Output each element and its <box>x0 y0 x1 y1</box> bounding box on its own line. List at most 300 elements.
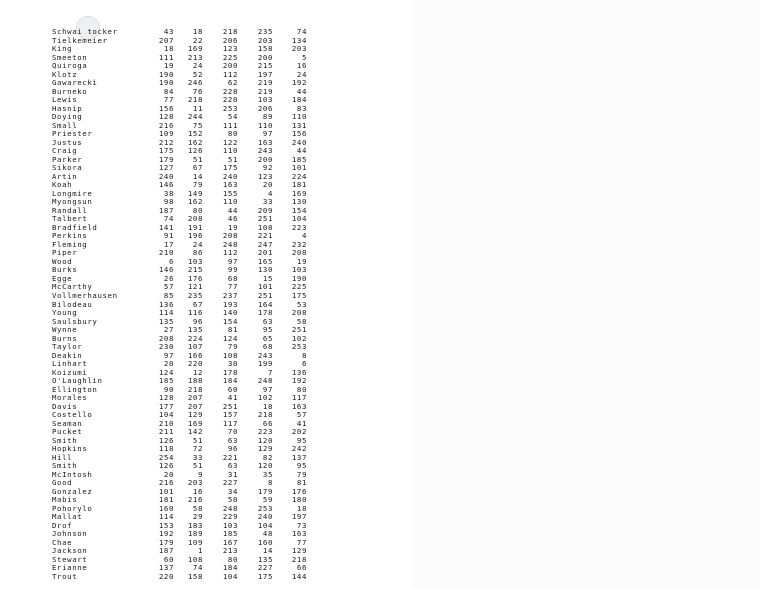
value-col-2: 188 <box>187 376 203 386</box>
value-col-5: 184 <box>291 95 307 105</box>
value-col-5: 66 <box>296 563 307 573</box>
value-col-4: 63 <box>262 316 273 326</box>
value-col-2: 72 <box>192 444 203 454</box>
row-name: Hill <box>52 452 73 462</box>
table-row <box>52 156 312 165</box>
value-col-4: 163 <box>257 137 273 147</box>
value-col-3: 228 <box>222 86 238 96</box>
value-col-4: 7 <box>267 367 273 377</box>
value-col-4: 200 <box>257 52 273 62</box>
value-col-1: 6 <box>168 256 174 266</box>
value-col-5: 131 <box>291 120 307 130</box>
value-col-4: 199 <box>257 359 273 369</box>
table-row <box>52 488 312 497</box>
value-col-2: 24 <box>192 239 203 249</box>
value-col-4: 209 <box>257 205 273 215</box>
table-row <box>52 386 312 395</box>
value-col-2: 244 <box>187 112 203 122</box>
value-col-1: 187 <box>158 546 174 556</box>
row-name: Randall <box>52 205 88 215</box>
value-col-3: 220 <box>222 95 238 105</box>
value-col-3: 62 <box>227 78 238 88</box>
value-col-5: 44 <box>296 86 307 96</box>
value-col-1: 210 <box>158 418 174 428</box>
value-col-4: 97 <box>262 129 273 139</box>
row-name: O'Laughlin <box>52 376 103 386</box>
table-row <box>52 573 312 582</box>
value-col-1: 210 <box>158 248 174 258</box>
value-col-2: 18 <box>192 27 203 36</box>
value-col-5: 197 <box>291 512 307 522</box>
value-col-4: 95 <box>262 325 273 335</box>
table-row <box>52 564 312 573</box>
row-name: McIntosh <box>52 469 93 479</box>
value-col-4: 97 <box>262 384 273 394</box>
value-col-3: 110 <box>222 146 238 156</box>
value-col-3: 208 <box>222 231 238 241</box>
value-col-1: 90 <box>163 384 174 394</box>
value-col-2: 58 <box>192 503 203 513</box>
value-col-1: 254 <box>158 452 174 462</box>
value-col-5: 144 <box>291 572 307 581</box>
value-col-1: 38 <box>163 188 174 198</box>
value-col-2: 142 <box>187 427 203 437</box>
row-name: Chae <box>52 537 73 547</box>
value-col-5: 80 <box>296 384 307 394</box>
value-col-3: 184 <box>222 563 238 573</box>
value-col-2: 235 <box>187 290 203 300</box>
value-col-5: 57 <box>296 410 307 420</box>
value-col-1: 211 <box>158 427 174 437</box>
row-name: Smith <box>52 461 78 471</box>
value-col-1: 57 <box>163 282 174 292</box>
row-name: Gawarecki <box>52 78 98 88</box>
value-col-2: 16 <box>192 486 203 496</box>
row-name: McCarthy <box>52 282 93 292</box>
value-col-4: 103 <box>257 95 273 105</box>
table-row <box>52 437 312 446</box>
value-col-2: 129 <box>187 410 203 420</box>
table-row <box>52 37 312 46</box>
value-col-3: 80 <box>227 129 238 139</box>
value-col-2: 191 <box>187 222 203 232</box>
value-col-4: 15 <box>262 273 273 283</box>
value-col-4: 108 <box>257 222 273 232</box>
value-col-4: 165 <box>257 256 273 266</box>
value-col-5: 218 <box>291 554 307 564</box>
row-name: Justus <box>52 137 83 147</box>
value-col-4: 14 <box>262 546 273 556</box>
row-name: Wynne <box>52 325 78 335</box>
value-col-5: 251 <box>291 325 307 335</box>
value-col-4: 123 <box>257 171 273 181</box>
value-col-1: 118 <box>158 444 174 454</box>
value-col-5: 58 <box>296 316 307 326</box>
row-name: Perkins <box>52 231 88 241</box>
value-col-4: 243 <box>257 350 273 360</box>
value-col-1: 18 <box>163 44 174 54</box>
value-col-5: 208 <box>291 248 307 258</box>
value-col-2: 29 <box>192 512 203 522</box>
value-col-1: 19 <box>163 61 174 71</box>
value-col-4: 33 <box>262 197 273 207</box>
value-col-2: 103 <box>187 256 203 266</box>
value-col-1: 60 <box>163 554 174 564</box>
row-name: Drof <box>52 520 73 530</box>
value-col-1: 104 <box>158 410 174 420</box>
value-col-1: 216 <box>158 120 174 130</box>
value-col-3: 154 <box>222 316 238 326</box>
value-col-2: 208 <box>187 214 203 224</box>
value-col-1: 240 <box>158 171 174 181</box>
value-col-1: 26 <box>163 273 174 283</box>
table-row <box>52 352 312 361</box>
value-col-2: 109 <box>187 537 203 547</box>
value-col-1: 128 <box>158 112 174 122</box>
value-col-2: 189 <box>187 529 203 539</box>
value-col-5: 4 <box>301 231 307 241</box>
table-row <box>52 113 312 122</box>
value-col-4: 164 <box>257 299 273 309</box>
row-name: Hasnip <box>52 103 83 113</box>
value-col-3: 60 <box>227 384 238 394</box>
row-name: Schwai tocker <box>52 27 118 36</box>
value-col-1: 97 <box>163 350 174 360</box>
row-name: Koizumi <box>52 367 88 377</box>
value-col-1: 128 <box>158 393 174 403</box>
value-col-4: 89 <box>262 112 273 122</box>
value-col-3: 251 <box>222 401 238 411</box>
value-col-3: 50 <box>227 495 238 505</box>
value-col-5: 24 <box>296 69 307 79</box>
value-col-1: 101 <box>158 486 174 496</box>
value-col-3: 123 <box>222 44 238 54</box>
value-col-2: 76 <box>192 86 203 96</box>
value-col-5: 180 <box>291 495 307 505</box>
row-name: Small <box>52 120 78 130</box>
value-col-2: 207 <box>187 393 203 403</box>
value-col-3: 225 <box>222 52 238 62</box>
row-name: Jackson <box>52 546 88 556</box>
row-name: Morales <box>52 393 88 403</box>
value-col-3: 41 <box>227 393 238 403</box>
value-col-3: 248 <box>222 503 238 513</box>
value-col-3: 108 <box>222 350 238 360</box>
value-col-1: 137 <box>158 563 174 573</box>
value-col-1: 220 <box>158 572 174 581</box>
value-col-5: 202 <box>291 427 307 437</box>
table-row <box>52 45 312 54</box>
value-col-1: 74 <box>163 214 174 224</box>
value-col-2: 152 <box>187 129 203 139</box>
value-col-2: 116 <box>187 308 203 318</box>
row-name: Myongsun <box>52 197 93 207</box>
value-col-1: 156 <box>158 103 174 113</box>
row-name: Longmire <box>52 188 93 198</box>
value-col-1: 175 <box>158 146 174 156</box>
table-row <box>52 420 312 429</box>
table-row <box>52 173 312 182</box>
row-name: King <box>52 44 73 54</box>
value-col-2: 22 <box>192 35 203 45</box>
table-row <box>52 547 312 556</box>
table-row <box>52 556 312 565</box>
value-col-1: 136 <box>158 299 174 309</box>
value-col-2: 11 <box>192 103 203 113</box>
value-col-3: 221 <box>222 452 238 462</box>
table-row <box>52 139 312 148</box>
value-col-4: 179 <box>257 486 273 496</box>
value-col-2: 33 <box>192 452 203 462</box>
value-col-2: 158 <box>187 572 203 581</box>
value-col-4: 129 <box>257 444 273 454</box>
value-col-5: 134 <box>291 35 307 45</box>
value-col-2: 162 <box>187 137 203 147</box>
value-col-3: 30 <box>227 359 238 369</box>
table-row <box>52 130 312 139</box>
value-col-5: 95 <box>296 435 307 445</box>
row-name: Young <box>52 308 78 318</box>
value-col-5: 192 <box>291 376 307 386</box>
table-row <box>52 428 312 437</box>
value-col-1: 179 <box>158 537 174 547</box>
value-col-4: 66 <box>262 418 273 428</box>
value-col-2: 86 <box>192 248 203 258</box>
table-row <box>52 164 312 173</box>
value-col-1: 126 <box>158 435 174 445</box>
value-col-2: 80 <box>192 205 203 215</box>
value-col-4: 8 <box>267 478 273 488</box>
value-col-4: 221 <box>257 231 273 241</box>
row-name: Craig <box>52 146 78 156</box>
value-col-1: 109 <box>158 129 174 139</box>
value-col-5: 18 <box>296 503 307 513</box>
value-col-4: 235 <box>257 27 273 36</box>
value-col-3: 54 <box>227 112 238 122</box>
value-col-1: 135 <box>158 316 174 326</box>
table-row <box>52 88 312 97</box>
row-name: Smeeton <box>52 52 88 62</box>
value-col-3: 184 <box>222 376 238 386</box>
value-col-4: 251 <box>257 214 273 224</box>
value-col-2: 67 <box>192 163 203 173</box>
value-col-5: 232 <box>291 239 307 249</box>
value-col-3: 175 <box>222 163 238 173</box>
value-col-4: 102 <box>257 393 273 403</box>
value-col-2: 216 <box>187 495 203 505</box>
value-col-4: 206 <box>257 103 273 113</box>
value-col-2: 12 <box>192 367 203 377</box>
value-col-1: 114 <box>158 308 174 318</box>
value-col-3: 51 <box>227 154 238 164</box>
value-col-5: 102 <box>291 333 307 343</box>
value-col-3: 96 <box>227 444 238 454</box>
row-name: Erianne <box>52 563 88 573</box>
table-row <box>52 249 312 258</box>
value-col-3: 185 <box>222 529 238 539</box>
value-col-5: 6 <box>301 359 307 369</box>
value-col-2: 149 <box>187 188 203 198</box>
value-col-4: 203 <box>257 35 273 45</box>
value-col-3: 157 <box>222 410 238 420</box>
value-col-4: 197 <box>257 69 273 79</box>
value-col-5: 110 <box>291 112 307 122</box>
table-row <box>52 232 312 241</box>
value-col-1: 141 <box>158 222 174 232</box>
value-col-5: 242 <box>291 444 307 454</box>
value-col-3: 46 <box>227 214 238 224</box>
value-col-1: 187 <box>158 205 174 215</box>
row-name: Pohorylo <box>52 503 93 513</box>
value-col-2: 1 <box>197 546 203 556</box>
value-col-4: 120 <box>257 461 273 471</box>
value-col-3: 34 <box>227 486 238 496</box>
value-col-5: 74 <box>296 27 307 36</box>
value-col-4: 20 <box>262 180 273 190</box>
value-col-1: 190 <box>158 69 174 79</box>
value-col-1: 91 <box>163 231 174 241</box>
value-col-1: 124 <box>158 367 174 377</box>
value-col-3: 117 <box>222 418 238 428</box>
value-col-5: 253 <box>291 342 307 352</box>
value-col-3: 99 <box>227 265 238 275</box>
table-row <box>52 360 312 369</box>
row-name: Deakin <box>52 350 83 360</box>
value-col-3: 103 <box>222 520 238 530</box>
value-col-4: 130 <box>257 265 273 275</box>
value-col-2: 51 <box>192 154 203 164</box>
row-name: Costello <box>52 410 93 420</box>
value-col-2: 207 <box>187 401 203 411</box>
value-col-5: 117 <box>291 393 307 403</box>
value-col-3: 178 <box>222 367 238 377</box>
value-col-3: 163 <box>222 180 238 190</box>
value-col-4: 215 <box>257 61 273 71</box>
value-col-5: 223 <box>291 222 307 232</box>
value-col-5: 240 <box>291 137 307 147</box>
value-col-2: 166 <box>187 350 203 360</box>
value-col-4: 65 <box>262 333 273 343</box>
value-col-5: 104 <box>291 214 307 224</box>
value-col-5: 95 <box>296 461 307 471</box>
value-col-5: 203 <box>291 44 307 54</box>
value-col-4: 178 <box>257 308 273 318</box>
value-col-1: 181 <box>158 495 174 505</box>
value-col-4: 110 <box>257 120 273 130</box>
value-col-3: 229 <box>222 512 238 522</box>
value-col-3: 19 <box>227 222 238 232</box>
value-col-5: 208 <box>291 308 307 318</box>
value-col-3: 140 <box>222 308 238 318</box>
row-name: Wood <box>52 256 73 266</box>
table-row <box>52 62 312 71</box>
value-col-5: 73 <box>296 520 307 530</box>
value-col-1: 20 <box>163 469 174 479</box>
row-name: Taylor <box>52 342 83 352</box>
value-col-2: 51 <box>192 435 203 445</box>
value-col-2: 24 <box>192 61 203 71</box>
value-col-5: 41 <box>296 418 307 428</box>
value-col-2: 224 <box>187 333 203 343</box>
value-col-2: 246 <box>187 78 203 88</box>
value-col-3: 111 <box>222 120 238 130</box>
value-col-1: 192 <box>158 529 174 539</box>
value-col-1: 179 <box>158 154 174 164</box>
value-col-3: 112 <box>222 69 238 79</box>
row-name: Doying <box>52 112 83 122</box>
table-row <box>52 96 312 105</box>
value-col-1: 126 <box>158 461 174 471</box>
value-col-4: 18 <box>262 401 273 411</box>
value-col-3: 237 <box>222 290 238 300</box>
value-col-2: 218 <box>187 95 203 105</box>
table-row <box>52 513 312 522</box>
blank-facing-page <box>412 0 760 590</box>
value-col-4: 219 <box>257 78 273 88</box>
value-col-3: 77 <box>227 282 238 292</box>
value-col-3: 79 <box>227 342 238 352</box>
value-col-5: 169 <box>291 188 307 198</box>
table-row <box>52 54 312 63</box>
table-row <box>52 79 312 88</box>
row-name: Burneko <box>52 86 88 96</box>
value-col-3: 248 <box>222 239 238 249</box>
value-col-3: 112 <box>222 248 238 258</box>
value-col-5: 5 <box>301 52 307 62</box>
value-col-2: 14 <box>192 171 203 181</box>
value-col-4: 227 <box>257 563 273 573</box>
value-col-5: 79 <box>296 469 307 479</box>
value-col-4: 200 <box>257 154 273 164</box>
table-row <box>52 505 312 514</box>
value-col-3: 124 <box>222 333 238 343</box>
table-row <box>52 266 312 275</box>
value-col-5: 181 <box>291 180 307 190</box>
value-col-5: 19 <box>296 256 307 266</box>
value-col-2: 213 <box>187 52 203 62</box>
value-col-5: 163 <box>291 529 307 539</box>
row-name: Gonzalez <box>52 486 93 496</box>
value-col-3: 31 <box>227 469 238 479</box>
row-name: Saulsbury <box>52 316 98 326</box>
row-name: Quiroga <box>52 61 88 71</box>
value-col-2: 215 <box>187 265 203 275</box>
value-col-3: 206 <box>222 35 238 45</box>
value-col-4: 68 <box>262 342 273 352</box>
value-col-4: 92 <box>262 163 273 173</box>
table-row <box>52 301 312 310</box>
value-col-4: 223 <box>257 427 273 437</box>
value-col-1: 208 <box>158 333 174 343</box>
value-col-5: 154 <box>291 205 307 215</box>
value-col-2: 126 <box>187 146 203 156</box>
value-col-1: 111 <box>158 52 174 62</box>
value-col-2: 52 <box>192 69 203 79</box>
value-col-4: 48 <box>262 529 273 539</box>
row-name: Smith <box>52 435 78 445</box>
value-col-2: 51 <box>192 461 203 471</box>
table-row <box>52 471 312 480</box>
row-name: Priester <box>52 129 93 139</box>
value-col-5: 83 <box>296 103 307 113</box>
row-name: Klotz <box>52 69 78 79</box>
value-col-1: 20 <box>163 359 174 369</box>
value-col-4: 82 <box>262 452 273 462</box>
value-col-2: 107 <box>187 342 203 352</box>
table-row <box>52 445 312 454</box>
row-name: Koah <box>52 180 73 190</box>
table-row <box>52 522 312 531</box>
